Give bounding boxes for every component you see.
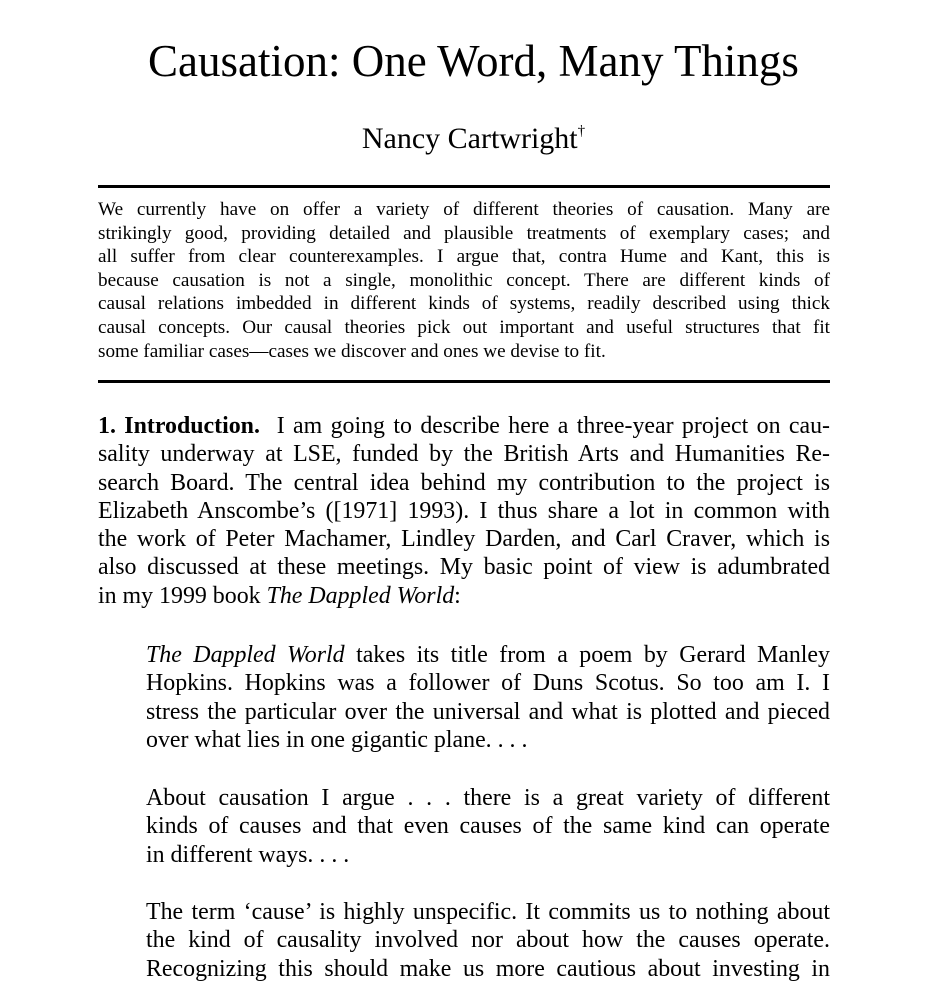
- quote-line: stress the particular over the universal and what is plotted and pieced: [146, 698, 830, 725]
- intro-last-line-prefix: in my 1999 book: [98, 582, 267, 609]
- introduction-paragraph: [98, 412, 830, 610]
- abstract-line: causal relations imbedded in different kinds of systems, readily described using thick: [98, 293, 830, 315]
- author-name: Nancy Cartwright: [361, 122, 578, 155]
- intro-last-line: [98, 582, 830, 610]
- block-quote-3: [146, 898, 830, 983]
- quote-first-line-text: takes its title from a poem by Gerard Manley: [344, 642, 830, 668]
- block-quote-2: [146, 784, 830, 869]
- abstract-line: because causation is not a single, monolithic concept. There are different kinds of: [98, 269, 830, 291]
- abstract-top-rule: [98, 185, 830, 188]
- abstract-line: some familiar cases—cases we discover and ones we devise to fit.: [98, 340, 606, 362]
- quote-line: Hopkins. Hopkins was a follower of Duns Scotus. So too am I. I: [146, 670, 830, 697]
- abstract-line: We currently have on offer a variety of different theories of causation. Many are: [98, 199, 830, 220]
- section-heading: 1. Introduction.: [98, 413, 260, 439]
- quote-line: About causation I argue . . . there is a great variety of different: [146, 785, 830, 811]
- block-quote-1: [146, 641, 830, 754]
- intro-line: Elizabeth Anscombe’s ([1971] 1993). I thus share a lot in common with: [98, 497, 830, 524]
- quote-first-line: [146, 641, 830, 669]
- intro-first-line-text: I am going to describe here a three-year project on cau-: [276, 413, 830, 439]
- abstract-bottom-rule: [98, 380, 830, 383]
- intro-line: the work of Peter Machamer, Lindley Darden, and Carl Craver, which is: [98, 526, 830, 553]
- quote-line: Recognizing this should make us more cautious about investing in: [146, 955, 830, 982]
- quote-line: kinds of causes and that even causes of the same kind can operate: [146, 813, 830, 840]
- intro-last-line-suffix: :: [454, 582, 461, 609]
- abstract-line: causal concepts. Our causal theories pick out important and useful structures that fit: [98, 316, 830, 338]
- author-footnote-mark: †: [577, 123, 586, 139]
- quote-book-title: The Dappled World: [146, 642, 345, 668]
- quote-line: the kind of causality involved nor about how the causes operate.: [146, 927, 830, 954]
- abstract-line: all suffer from clear counterexamples. I argue that, contra Hume and Kant, this is: [98, 246, 830, 268]
- abstract-line: strikingly good, providing detailed and plausible treatments of exemplary cases; and: [98, 222, 830, 244]
- intro-line: also discussed at these meetings. My basic point of view is adumbrated: [98, 554, 830, 581]
- abstract: [98, 198, 830, 363]
- intro-line: search Board. The central idea behind my contribution to the project is: [98, 469, 830, 496]
- author-line: [0, 119, 947, 159]
- book-title: The Dappled World: [266, 582, 455, 609]
- intro-line: sality underway at LSE, funded by the British Arts and Humanities Re-: [98, 441, 830, 468]
- intro-first-line: [98, 412, 830, 440]
- paper-title: Causation: One Word, Many Things: [148, 36, 799, 86]
- quote-line: over what lies in one gigantic plane. . . .: [146, 726, 528, 753]
- quote-line: in different ways. . . .: [146, 841, 350, 868]
- quote-line: The term ‘cause’ is highly unspecific. It commits us to nothing about: [146, 899, 830, 925]
